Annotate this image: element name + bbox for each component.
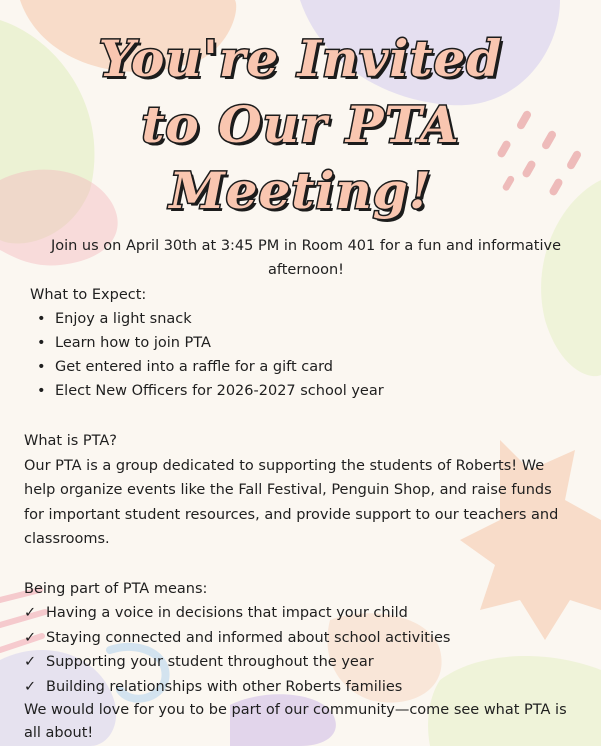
intro-text: Join us on April 30th at 3:45 PM in Room 401 for a fun and informative afternoon! [50,238,562,278]
expect-heading: What to Expect: [30,287,147,303]
list-item [24,675,451,700]
flyer-title [0,26,601,224]
title-line: You're Invited [98,29,503,88]
list-item-text: Learn how to join PTA [55,335,211,351]
list-item [24,601,451,626]
check-icon: ✓ [24,629,37,646]
what-is-heading: What is PTA? [24,433,117,449]
check-icon: ✓ [24,605,37,621]
check-icon: ✓ [24,654,37,670]
list-item [24,626,451,651]
closing-text: We would love for you to be part of our community—come see what PTA is all about! [24,702,567,741]
list-item [35,379,384,403]
bullet-icon: • [37,335,46,351]
list-item-text: Staying connected and informed about school activities [46,629,451,646]
list-item-text: Get entered into a raffle for a gift card [55,359,334,375]
what-is-body: Our PTA is a group dedicated to supporting the students of Roberts! We help organize events like the Fall Festival, Penguin Shop, and raise funds for important student resources, and provide support to our teachers and classrooms. [24,458,559,548]
check-icon: ✓ [24,678,37,695]
list-item-text: Supporting your student throughout the year [46,654,374,670]
list-item [35,331,384,355]
list-item [24,650,451,675]
list-item [35,307,384,331]
bullet-icon: • [37,359,46,375]
list-item-text: Having a voice in decisions that impact your child [46,605,408,621]
list-item [35,355,384,379]
title-line: to Our PTA [141,95,460,154]
expect-list [35,307,384,403]
list-item-text: Elect New Officers for 2026-2027 school year [55,383,384,399]
list-item-text: Enjoy a light snack [55,311,192,327]
bullet-icon: • [37,311,46,327]
means-list [24,601,451,699]
bullet-icon: • [37,383,46,399]
means-heading: Being part of PTA means: [24,581,208,597]
title-line: Meeting! [169,161,432,220]
list-item-text: Building relationships with other Roberts families [46,678,403,695]
